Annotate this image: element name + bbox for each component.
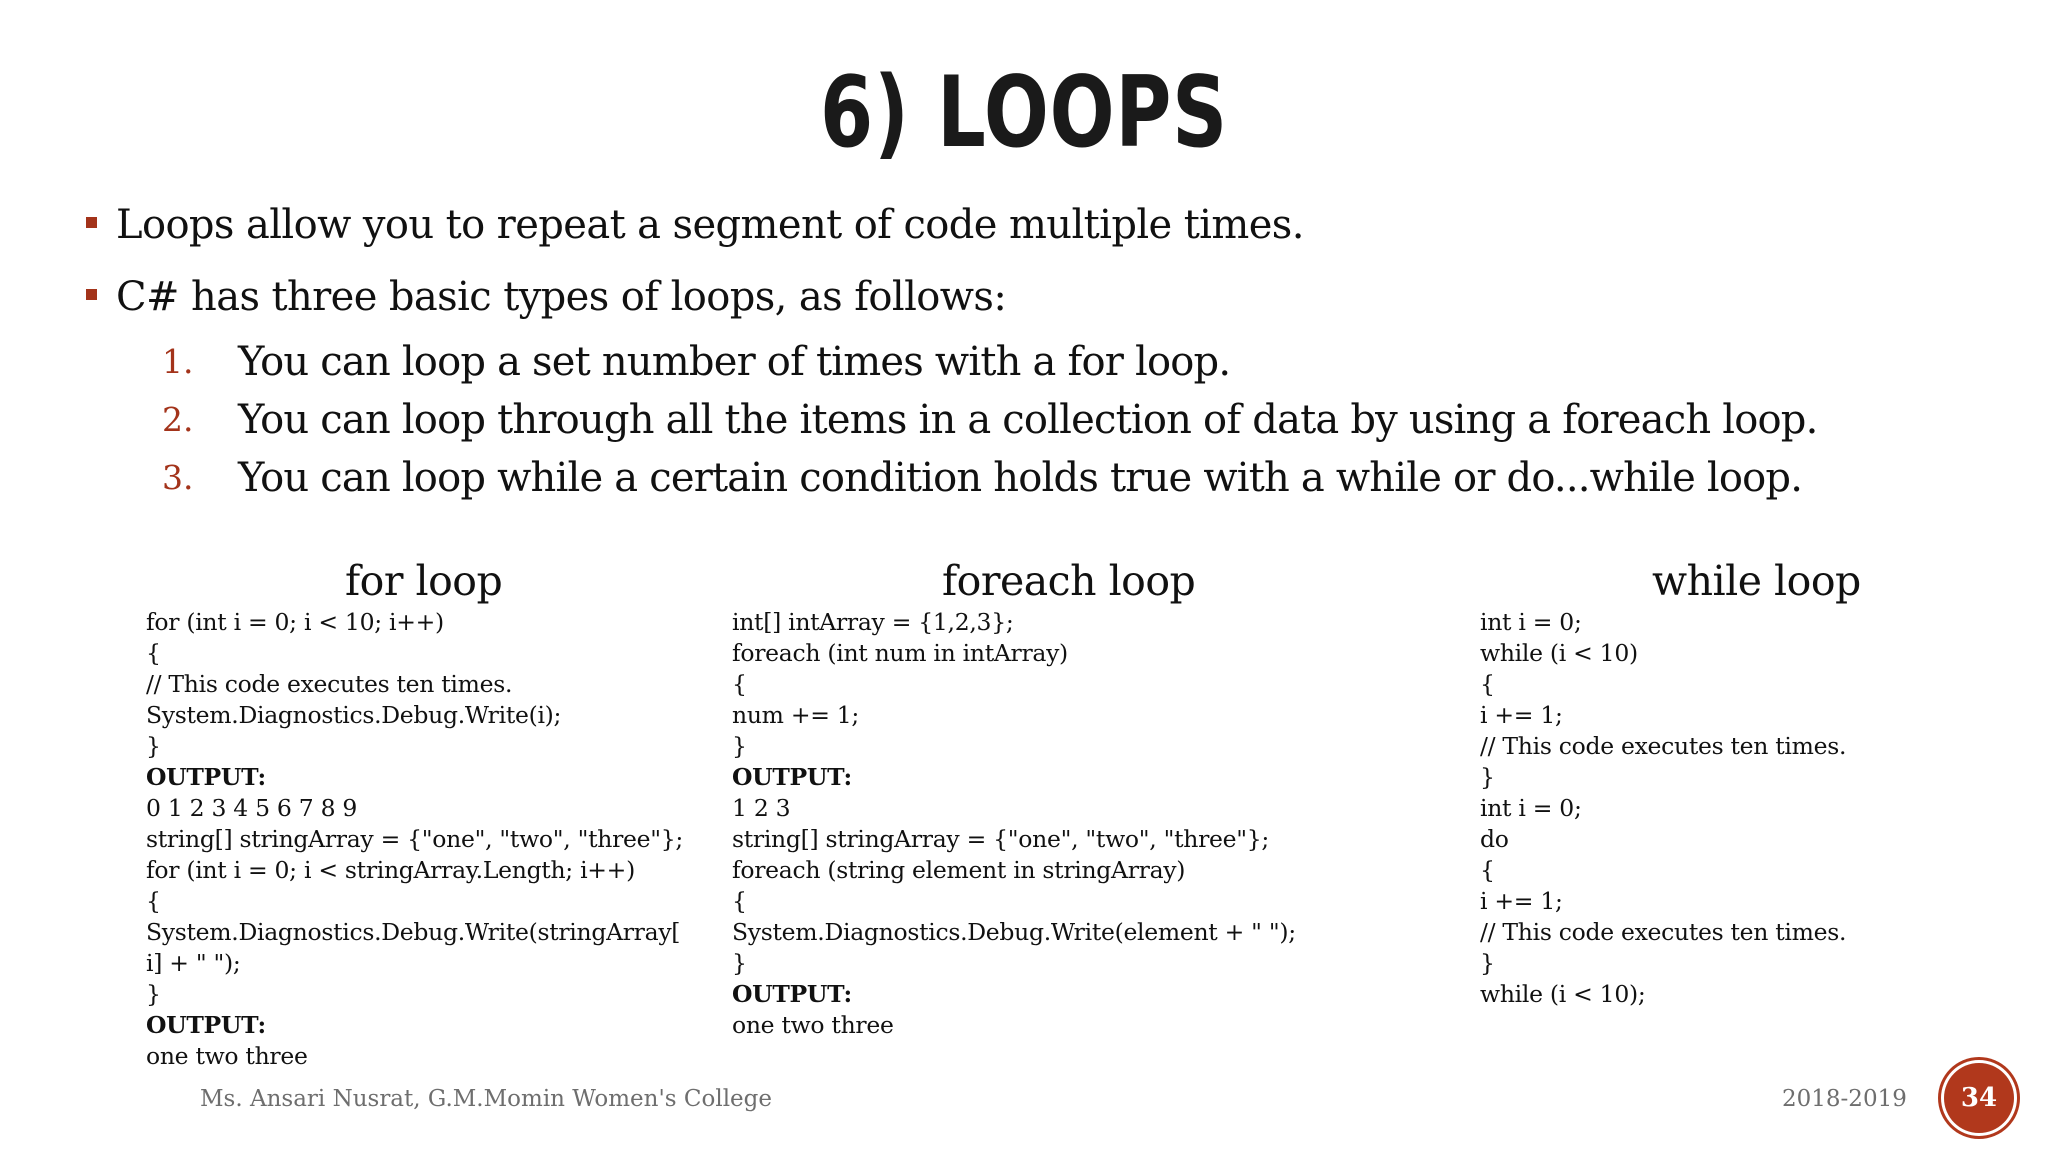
numbered-list (84, 333, 2004, 507)
item-number: 2. (162, 400, 194, 439)
code-line: System.Diagnostics.Debug.Write(stringArray[ (146, 918, 681, 946)
code-line: while (i < 10) (1480, 639, 1638, 667)
code-line: // This code executes ten times. (1480, 918, 1847, 946)
code-line: } (732, 732, 747, 760)
code-line: i += 1; (1480, 701, 1563, 729)
code-line: } (732, 949, 747, 977)
code-line: System.Diagnostics.Debug.Write(i); (146, 701, 562, 729)
code-block (1480, 607, 2000, 1010)
item-number: 3. (162, 458, 194, 497)
code-line: int[] intArray = {1,2,3}; (732, 608, 1014, 636)
code-line: num += 1; (732, 701, 860, 729)
code-line: 0 1 2 3 4 5 6 7 8 9 (146, 794, 358, 822)
page-number-badge (1944, 1063, 2014, 1133)
item-text: You can loop through all the items in a collection of data by using a foreach loop. (238, 397, 1818, 443)
code-block (146, 607, 706, 1072)
column-heading: while loop (1652, 557, 1861, 605)
code-line: for (int i = 0; i < stringArray.Length; i++) (146, 856, 635, 884)
numbered-item (84, 391, 2004, 449)
code-line: one two three (732, 1011, 894, 1039)
code-line: { (146, 887, 161, 915)
output-label: OUTPUT: (146, 1011, 266, 1039)
code-line: { (1480, 670, 1495, 698)
code-line: { (732, 670, 747, 698)
code-line: { (146, 639, 161, 667)
code-line: for (int i = 0; i < 10; i++) (146, 608, 444, 636)
bullet-list (84, 202, 2004, 507)
output-label: OUTPUT: (146, 763, 266, 791)
code-line: 1 2 3 (732, 794, 791, 822)
output-label: OUTPUT: (732, 763, 852, 791)
code-line: } (1480, 763, 1495, 791)
column-heading: foreach loop (942, 557, 1196, 605)
item-number: 1. (162, 342, 194, 381)
output-label: OUTPUT: (732, 980, 852, 1008)
code-line: System.Diagnostics.Debug.Write(element + " "); (732, 918, 1296, 946)
bullet-item (84, 274, 2004, 320)
code-line: // This code executes ten times. (146, 670, 513, 698)
bullet-item (84, 202, 2004, 248)
code-line: } (146, 980, 161, 1008)
code-line: int i = 0; (1480, 794, 1582, 822)
item-text: You can loop while a certain condition holds true with a while or do...while loop. (238, 455, 1803, 501)
slide-title: 6) LOOPS (819, 56, 1228, 170)
code-line: i] + " "); (146, 949, 241, 977)
foreach-loop-column (732, 556, 1332, 1041)
code-line: { (1480, 856, 1495, 884)
for-loop-column (146, 556, 706, 1072)
column-heading: for loop (345, 557, 503, 605)
page-number: 34 (1960, 1083, 1998, 1113)
code-line: foreach (string element in stringArray) (732, 856, 1186, 884)
code-line: } (146, 732, 161, 760)
code-line: string[] stringArray = {"one", "two", "three"}; (732, 825, 1270, 853)
item-text: You can loop a set number of times with a for loop. (238, 339, 1231, 385)
while-loop-column (1480, 556, 2000, 1010)
code-line: string[] stringArray = {"one", "two", "three"}; (146, 825, 684, 853)
code-line: int i = 0; (1480, 608, 1582, 636)
code-line: foreach (int num in intArray) (732, 639, 1068, 667)
bullet-text: C# has three basic types of loops, as follows: (116, 274, 1007, 320)
code-line: // This code executes ten times. (1480, 732, 1847, 760)
code-line: i += 1; (1480, 887, 1563, 915)
numbered-item (84, 333, 2004, 391)
code-line: do (1480, 825, 1509, 853)
footer-year: 2018-2019 (1782, 1086, 1907, 1112)
code-line: one two three (146, 1042, 308, 1070)
bullet-text: Loops allow you to repeat a segment of code multiple times. (116, 202, 1304, 248)
numbered-item (84, 449, 2004, 507)
code-line: while (i < 10); (1480, 980, 1646, 1008)
code-line: { (732, 887, 747, 915)
square-bullet-icon (86, 289, 97, 300)
footer-author: Ms. Ansari Nusrat, G.M.Momin Women's College (200, 1086, 773, 1112)
square-bullet-icon (86, 217, 97, 228)
code-block (732, 607, 1332, 1041)
code-line: } (1480, 949, 1495, 977)
